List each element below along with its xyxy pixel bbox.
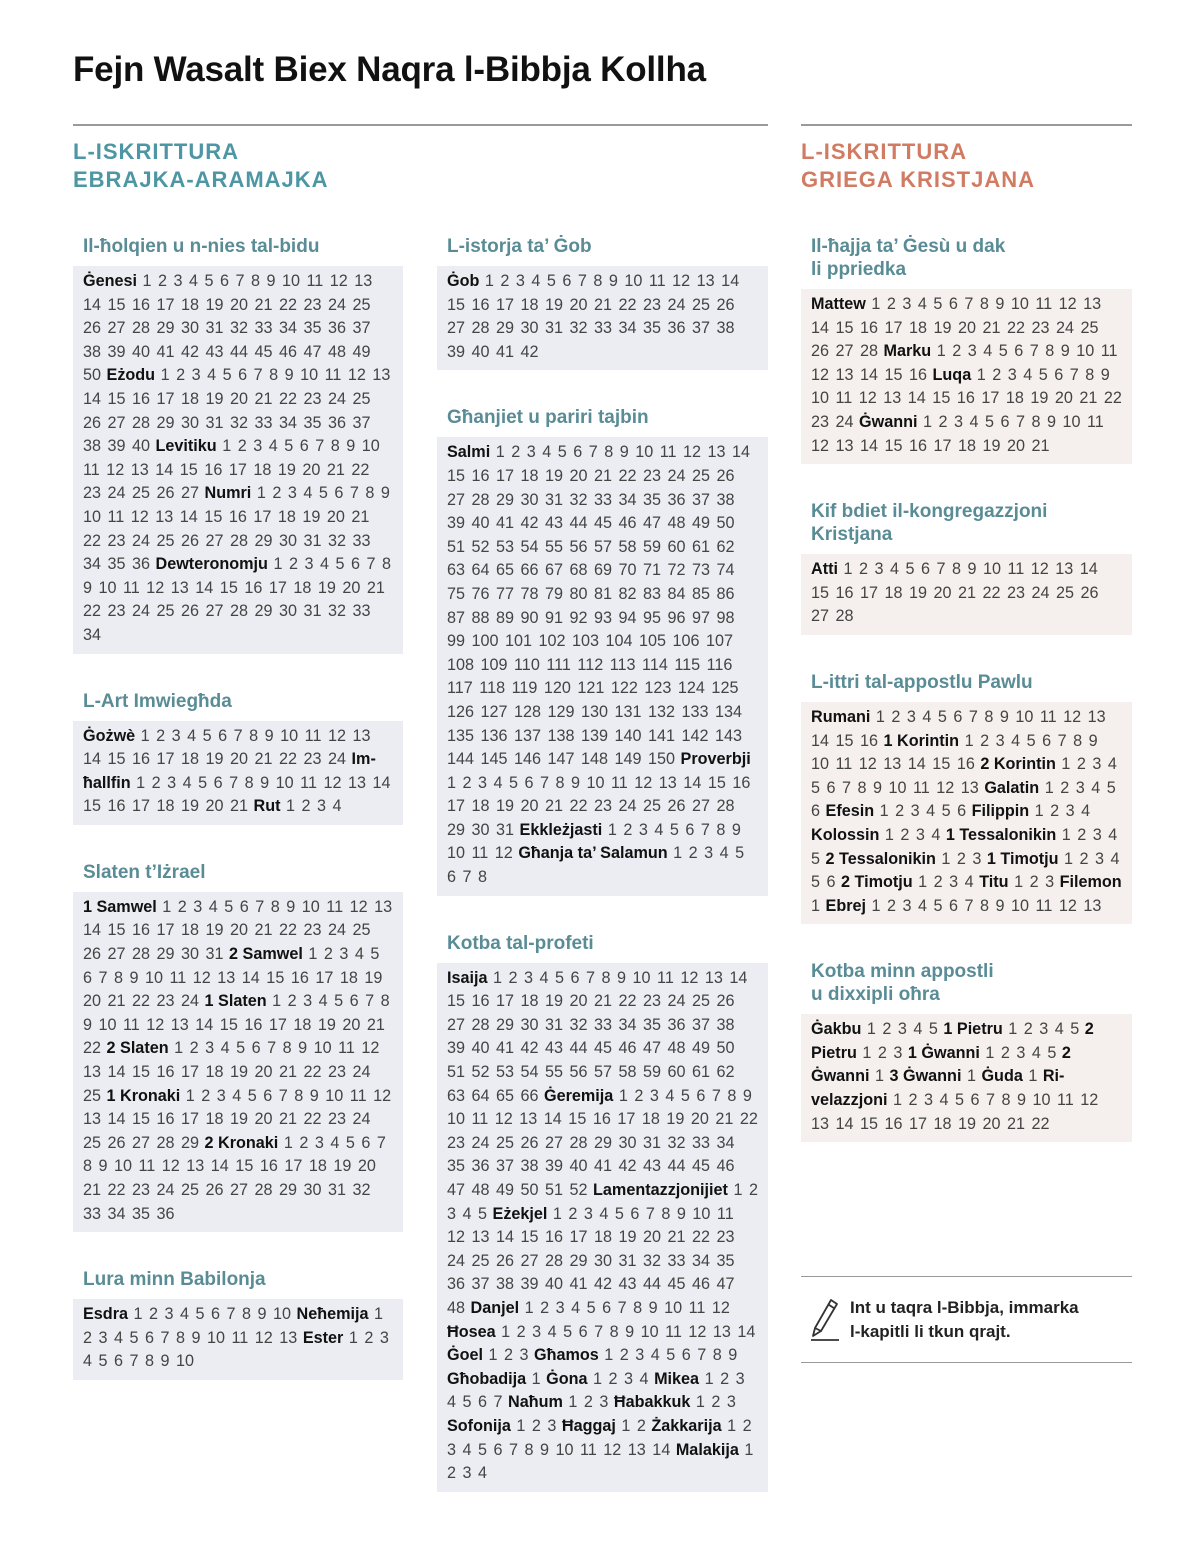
chapter-box — [801, 1014, 1132, 1142]
greek-column — [801, 235, 1132, 1178]
book-name: Ħosea — [447, 1322, 496, 1341]
book-name: Ekkleżjasti — [519, 820, 603, 839]
greek-section-title — [801, 138, 1035, 194]
chapter-numbers[interactable]: 1 2 3 4 5 6 7 8 9 10 11 12 13 14 15 16 17 18 19 20 21 22 23 24 25 26 27 28 29 30 31 32 33 34 35 36 — [83, 1133, 386, 1223]
group-title-line: Għanjiet u pariri tajbin — [447, 407, 649, 429]
chapter-numbers[interactable]: 1 2 3 4 5 6 7 8 9 10 11 12 13 14 15 16 17 18 19 20 21 22 23 24 25 26 27 28 29 30 31 32 33 34 35 36 37 38 39 40 — [83, 366, 391, 456]
chapter-numbers[interactable]: 1 2 3 4 5 — [985, 1043, 1057, 1062]
book-name: 2 Korintin — [980, 755, 1056, 774]
book-name: 2 Kronaki — [204, 1133, 279, 1152]
chapter-numbers[interactable]: 1 2 3 4 5 6 7 8 9 10 11 12 13 14 15 16 17 18 19 20 21 22 23 24 — [811, 365, 1122, 431]
book-name: Ġoel — [447, 1346, 483, 1365]
book-name: Filemon — [1059, 873, 1122, 892]
chapter-numbers[interactable]: 1 2 3 4 5 6 7 8 9 10 11 12 13 14 15 16 17 18 19 20 21 22 23 24 25 26 27 28 29 30 31 — [83, 897, 393, 964]
divider-hebrew — [73, 124, 768, 126]
chapter-numbers[interactable]: 1 2 3 — [695, 1393, 736, 1412]
book-name: Ġożwè — [83, 726, 136, 745]
tip-divider-bottom — [801, 1362, 1132, 1363]
chapter-numbers[interactable]: 1 — [531, 1369, 541, 1388]
chapter-numbers[interactable]: 1 2 3 4 — [286, 797, 342, 816]
book-name: Ester — [302, 1328, 344, 1347]
tip-line: Int u taqra l-Bibbja, immarka — [850, 1298, 1079, 1317]
chapter-box — [73, 892, 403, 1232]
chapter-box — [437, 437, 768, 895]
chapter-numbers[interactable]: 1 2 3 4 5 6 7 8 9 10 11 12 13 14 15 16 17 18 19 20 21 22 23 24 25 26 27 28 — [811, 295, 1102, 361]
group-title — [73, 1268, 403, 1291]
group-title-line: L-istorja ta’ Ġob — [447, 236, 592, 257]
chapter-numbers[interactable]: 1 2 3 — [1014, 873, 1055, 892]
chapter-box — [801, 289, 1132, 464]
hebrew-column-1 — [73, 235, 403, 1416]
chapter-numbers[interactable]: 1 2 3 4 5 6 7 8 9 10 11 12 13 14 — [501, 1322, 756, 1341]
chapter-numbers[interactable]: 1 2 3 4 5 6 7 8 9 10 11 12 13 14 15 16 17 18 19 20 21 22 23 24 25 26 27 28 29 30 31 32 33 34 35 36 37 38 39 40 41 42 43 44 45 46 47 48 49 50 51 52 53 54 55 56 57 58 59 60 61 62 63 64 65 66 — [447, 968, 748, 1105]
group-title-line: Lura minn Babilonja — [83, 1269, 266, 1291]
book-name: 1 Ġwanni — [907, 1043, 980, 1062]
chapter-numbers[interactable]: 1 2 3 — [488, 1346, 529, 1365]
chapter-numbers[interactable]: 1 2 3 — [862, 1043, 903, 1062]
book-name: 2 Slaten — [106, 1039, 169, 1058]
chapter-numbers[interactable]: 1 2 3 4 — [447, 1440, 754, 1483]
book-name: Sofonija — [447, 1416, 511, 1435]
page-title: Fejn Wasalt Biex Naqra l-Bibbja Kollha — [73, 50, 706, 89]
book-name: Marku — [883, 342, 932, 361]
chapter-box — [437, 266, 768, 370]
book-name: Proverbji — [680, 750, 751, 769]
chapter-numbers[interactable]: 1 2 3 4 5 6 7 8 9 10 — [133, 1305, 292, 1324]
chapter-numbers[interactable]: 1 2 3 4 5 6 7 8 9 10 11 12 13 14 15 16 17 18 19 20 21 22 23 24 25 26 27 28 29 30 31 32 33 34 35 36 37 38 39 40 41 42 43 44 45 46 47 48 — [447, 1204, 735, 1317]
chapter-box — [73, 1299, 403, 1380]
book-name: Mikea — [654, 1369, 700, 1388]
book-name: Ġenesi — [83, 272, 137, 290]
chapter-numbers[interactable]: 1 2 3 4 5 6 7 8 9 10 11 12 13 14 — [447, 1416, 752, 1459]
book-name: Ġeremija — [544, 1086, 614, 1105]
book-name: 1 Pietru — [943, 1020, 1003, 1039]
chapter-numbers[interactable]: 1 2 3 4 5 6 7 8 9 10 11 12 — [524, 1298, 730, 1317]
group-title — [801, 960, 1132, 1006]
chapter-numbers[interactable]: 1 — [811, 896, 821, 915]
book-name: 1 Slaten — [204, 992, 267, 1011]
group-title — [437, 406, 768, 429]
chapter-numbers[interactable]: 1 2 3 4 5 6 7 8 9 10 — [83, 1328, 389, 1371]
tip-note — [810, 1296, 1130, 1344]
greek-title-line: GRIEGA KRISTJANA — [801, 167, 1035, 192]
book-name: Għamos — [534, 1346, 599, 1365]
book-name: Ħabakkuk — [613, 1393, 691, 1412]
greek-title-line: L-ISKRITTURA — [801, 139, 967, 164]
chapter-numbers[interactable]: 1 2 3 4 5 6 7 8 9 10 11 12 13 — [811, 755, 1117, 797]
chapter-numbers[interactable]: 1 2 3 4 5 6 7 8 9 10 11 12 13 14 15 16 17 18 19 20 21 22 23 24 25 26 27 28 29 30 31 32 33 34 35 36 37 38 39 40 41 42 43 44 45 46 47 48 49 50 — [83, 272, 373, 385]
book-group — [801, 671, 1132, 924]
book-name: 1 Korintin — [883, 731, 960, 750]
group-title — [73, 690, 403, 713]
chapter-numbers[interactable]: 1 2 3 4 5 6 7 8 9 10 11 12 13 14 15 16 17 18 19 20 21 22 — [83, 992, 390, 1058]
book-name: Luqa — [932, 365, 972, 384]
group-title-line: L-ittri tal-appostlu Pawlu — [811, 671, 1033, 693]
book-name: Filippin — [971, 802, 1030, 821]
book-name: Dewteronomju — [155, 555, 268, 574]
chapter-numbers[interactable]: 1 2 3 4 5 — [447, 1181, 758, 1223]
book-name: 2 Tessalonikin — [825, 849, 936, 868]
book-name: Atti — [811, 560, 838, 579]
chapter-numbers[interactable]: 1 2 3 4 — [884, 825, 941, 844]
book-name: Neħemija — [296, 1305, 369, 1324]
book-name: Ħaggaj — [561, 1416, 616, 1435]
book-name: Imħallfin — [83, 750, 376, 792]
chapter-numbers[interactable]: 1 — [874, 1067, 884, 1086]
book-name: 2 Timotju — [841, 873, 913, 892]
chapter-numbers[interactable]: 1 2 3 4 5 6 7 8 9 10 11 12 13 14 15 16 17 18 19 20 21 22 23 24 25 26 27 28 — [811, 560, 1099, 626]
tip-line: l-kapitli li tkun qrajt. — [850, 1322, 1011, 1341]
hebrew-section-title — [73, 138, 329, 194]
chapter-numbers[interactable]: 1 2 3 4 5 6 7 8 — [447, 844, 745, 887]
chapter-numbers[interactable]: 1 2 3 4 5 6 7 8 9 — [604, 1346, 738, 1365]
chapter-numbers[interactable]: 1 2 3 4 5 6 7 8 9 10 11 12 13 14 15 16 — [811, 731, 1098, 774]
group-title-line: Il-ħolqien u n-nies tal-bidu — [83, 236, 320, 257]
chapter-numbers[interactable]: 1 2 3 4 5 6 7 8 9 10 11 12 13 14 15 16 17 18 19 20 21 22 23 24 25 26 27 28 29 30 31 — [447, 773, 751, 839]
book-name: Salmi — [447, 443, 491, 462]
book-name: Danjel — [470, 1298, 520, 1317]
book-name: 1 Tessalonikin — [945, 825, 1057, 844]
hebrew-title-line: EBRAJKA-ARAMAJKA — [73, 167, 329, 192]
book-name: Ġakbu — [811, 1020, 862, 1039]
book-name: Rumani — [811, 707, 871, 726]
chapter-numbers[interactable]: 1 2 3 4 5 6 7 8 9 10 11 12 13 14 15 16 17 18 19 20 21 22 23 24 — [83, 945, 383, 1011]
pencil-icon — [810, 1298, 840, 1342]
chapter-numbers[interactable]: 1 2 3 4 5 6 7 8 9 10 11 12 13 — [83, 1305, 384, 1347]
chapter-numbers[interactable]: 1 2 3 4 5 6 — [811, 849, 1120, 892]
chapter-numbers[interactable]: 1 2 3 4 5 6 7 8 9 10 11 12 13 14 15 16 17 18 19 20 21 22 23 24 25 26 27 28 29 30 31 32 33 34 35 36 37 38 39 40 41 42 43 44 45 46 47 48 49 50 51 52 — [447, 1086, 758, 1199]
group-title-line: Kristjana — [811, 524, 893, 546]
chapter-numbers[interactable]: 1 2 3 4 5 6 7 8 9 10 11 12 — [447, 820, 741, 863]
book-name: Eżodu — [106, 366, 156, 385]
book-name: 1 Kronaki — [106, 1086, 181, 1105]
group-title-line: L-Art Imwiegħda — [83, 690, 232, 712]
book-name: Naħum — [508, 1393, 563, 1412]
book-name: Ebrej — [825, 896, 867, 915]
chapter-numbers[interactable]: 1 2 3 4 5 6 — [879, 802, 967, 821]
chapter-numbers[interactable]: 1 2 3 4 5 6 7 8 9 10 11 12 13 14 15 16 17 18 19 20 21 22 23 24 25 26 27 28 29 30 31 32 33 34 35 36 37 38 39 40 41 42 — [447, 272, 740, 361]
chapter-numbers[interactable]: 1 2 3 — [941, 849, 982, 868]
chapter-box — [437, 963, 768, 1492]
book-name: 1 Timotju — [986, 849, 1059, 868]
chapter-numbers[interactable]: 1 2 3 4 5 6 7 8 9 10 11 12 13 14 15 16 17 18 19 20 21 22 23 24 25 26 27 28 29 30 31 32 33 34 35 36 — [83, 484, 390, 574]
book-group — [73, 1268, 403, 1380]
group-title-line: Slaten t’Iżrael — [83, 861, 206, 883]
group-title-line: Il-ħajja ta’ Ġesù u dak — [811, 236, 1006, 257]
chapter-numbers[interactable]: 1 2 3 4 5 6 7 8 9 10 11 12 13 14 15 16 — [811, 707, 1106, 750]
book-group — [437, 932, 768, 1492]
chapter-numbers[interactable]: 1 2 3 4 — [593, 1369, 649, 1388]
group-title — [437, 235, 768, 258]
book-name: Galatin — [984, 778, 1040, 797]
chapter-numbers[interactable]: 1 2 3 4 5 6 7 8 9 10 11 12 13 14 15 16 17 18 19 20 21 22 23 24 25 26 27 28 29 30 31 32 33 34 35 36 37 38 39 40 41 42 43 44 45 46 47 48 49 50 51 52 53 54 55 56 57 58 59 60 61 62 63 64 65 66 67 68 69 70 71 72 73 74 75 76 77 78 79 80 81 82 83 84 85 86 87 88 89 90 91 92 93 94 95 96 97 98 99 100 101 102 103 104 105 106 107 108 109 110 111 112 113 114 115 116 117 118 119 120 121 122 123 124 125 126 127 128 129 130 131 132 133 134 135 136 137 138 139 140 141 142 143 144 145 146 147 148 149 150 — [447, 443, 751, 769]
chapter-box — [801, 702, 1132, 924]
group-title — [801, 500, 1132, 546]
chapter-numbers[interactable]: 1 2 3 4 5 — [811, 825, 1118, 868]
book-group — [73, 235, 403, 654]
group-title-line: Kotba minn appostli — [811, 961, 994, 983]
hebrew-title-line: L-ISKRITTURA — [73, 139, 239, 164]
book-name: Kolossin — [811, 825, 880, 844]
book-name: Titu — [979, 873, 1009, 892]
book-name: Għobadija — [447, 1369, 527, 1388]
book-name: 2 Samwel — [229, 945, 303, 964]
book-name: 2 Pietru — [811, 1020, 1094, 1062]
hebrew-column-2 — [437, 235, 768, 1528]
chapter-numbers[interactable]: 1 2 3 4 5 6 7 8 9 10 11 12 13 — [871, 896, 1102, 915]
chapter-numbers[interactable]: 1 2 3 4 5 6 7 8 9 10 11 12 13 14 15 16 17 18 19 20 21 22 — [811, 1091, 1099, 1133]
chapter-numbers[interactable]: 1 2 3 4 5 6 7 8 9 10 11 12 13 14 15 16 17 18 19 20 21 22 23 24 25 26 27 28 29 — [83, 1086, 392, 1152]
book-group — [437, 406, 768, 895]
chapter-numbers[interactable]: 1 2 3 4 5 6 7 8 9 10 11 12 13 14 15 16 17 18 19 20 21 22 23 24 25 26 27 — [83, 437, 380, 503]
chapter-numbers[interactable]: 1 2 3 — [516, 1416, 557, 1435]
group-title — [437, 932, 768, 955]
chapter-numbers[interactable]: 1 2 — [621, 1416, 646, 1435]
group-title — [801, 235, 1132, 281]
book-name: Numri — [204, 484, 252, 503]
book-name: 1 Samwel — [83, 897, 157, 916]
chapter-numbers[interactable]: 1 2 3 4 — [1034, 802, 1091, 821]
chapter-numbers[interactable]: 1 2 3 4 5 6 7 8 9 10 11 12 13 14 15 16 17 18 19 20 21 22 23 24 25 26 27 28 29 30 31 32 33 34 — [83, 555, 391, 644]
chapter-numbers[interactable]: 1 2 3 4 5 6 7 — [447, 1369, 745, 1412]
book-group — [801, 960, 1132, 1142]
group-title-line: u dixxipli oħra — [811, 984, 940, 1006]
group-title — [73, 861, 403, 884]
book-group — [437, 235, 768, 370]
book-name: Mattew — [811, 295, 866, 313]
chapter-numbers[interactable]: 1 2 3 4 5 6 — [811, 778, 1116, 821]
chapter-numbers[interactable]: 1 2 3 4 5 — [1008, 1020, 1080, 1039]
group-title-line: li ppriedka — [811, 259, 907, 280]
book-name: Għanja ta’ Salamun — [518, 844, 668, 863]
book-name: 2 Ġwanni — [811, 1043, 1071, 1086]
book-group — [73, 690, 403, 825]
chapter-numbers[interactable]: 1 — [966, 1067, 976, 1086]
tip-divider-top — [801, 1276, 1132, 1277]
chapter-numbers[interactable]: 1 — [1028, 1067, 1038, 1086]
book-name: Esdra — [83, 1305, 128, 1324]
chapter-numbers[interactable]: 1 2 3 — [568, 1393, 609, 1412]
chapter-numbers[interactable]: 1 2 3 4 5 6 7 8 9 10 11 12 13 14 15 16 17 18 19 20 21 22 23 24 25 — [83, 1039, 380, 1105]
divider-greek — [801, 124, 1132, 126]
book-name: Ġwanni — [859, 412, 918, 431]
chapter-numbers[interactable]: 1 2 3 4 5 — [866, 1020, 938, 1039]
book-name: Malakija — [675, 1440, 739, 1459]
chapter-numbers[interactable]: 1 2 3 4 — [918, 873, 974, 892]
book-name: Levitiku — [155, 437, 217, 456]
chapter-numbers[interactable]: 1 2 3 4 5 6 7 8 9 10 11 12 13 14 15 16 17 18 19 20 21 22 23 24 — [83, 726, 371, 769]
book-name: Lamentazzjonijiet — [593, 1181, 728, 1199]
book-name: Isaija — [447, 968, 488, 987]
book-name: Ġona — [546, 1369, 588, 1388]
group-title-line: Kotba tal-profeti — [447, 932, 594, 954]
book-name: Eżekjel — [492, 1204, 548, 1223]
chapter-box — [73, 721, 403, 825]
group-title — [801, 671, 1132, 694]
chapter-numbers[interactable]: 1 2 3 4 5 6 7 8 9 10 11 12 13 14 15 16 17 18 19 20 21 — [811, 412, 1104, 455]
book-name: Ġob — [447, 272, 480, 290]
book-name: 3 Ġwanni — [889, 1067, 962, 1086]
chapter-numbers[interactable]: 1 2 3 4 5 6 7 8 9 10 11 12 13 14 15 16 — [811, 342, 1118, 384]
book-name: Rut — [253, 797, 281, 816]
group-title — [73, 235, 403, 258]
chapter-box — [73, 266, 403, 654]
chapter-box — [801, 554, 1132, 635]
group-title-line: Kif bdiet il-kongregazzjoni — [811, 501, 1048, 523]
chapter-numbers[interactable]: 1 2 3 4 5 6 7 8 9 10 11 12 13 14 15 16 17 18 19 20 21 — [83, 773, 391, 816]
book-name: Ġuda — [981, 1067, 1023, 1086]
book-group — [73, 861, 403, 1232]
book-name: Żakkarija — [651, 1416, 722, 1435]
book-group — [801, 500, 1132, 635]
book-name: Rivelazzjoni — [811, 1067, 1065, 1110]
book-group — [801, 235, 1132, 464]
book-name: Efesin — [825, 802, 875, 821]
